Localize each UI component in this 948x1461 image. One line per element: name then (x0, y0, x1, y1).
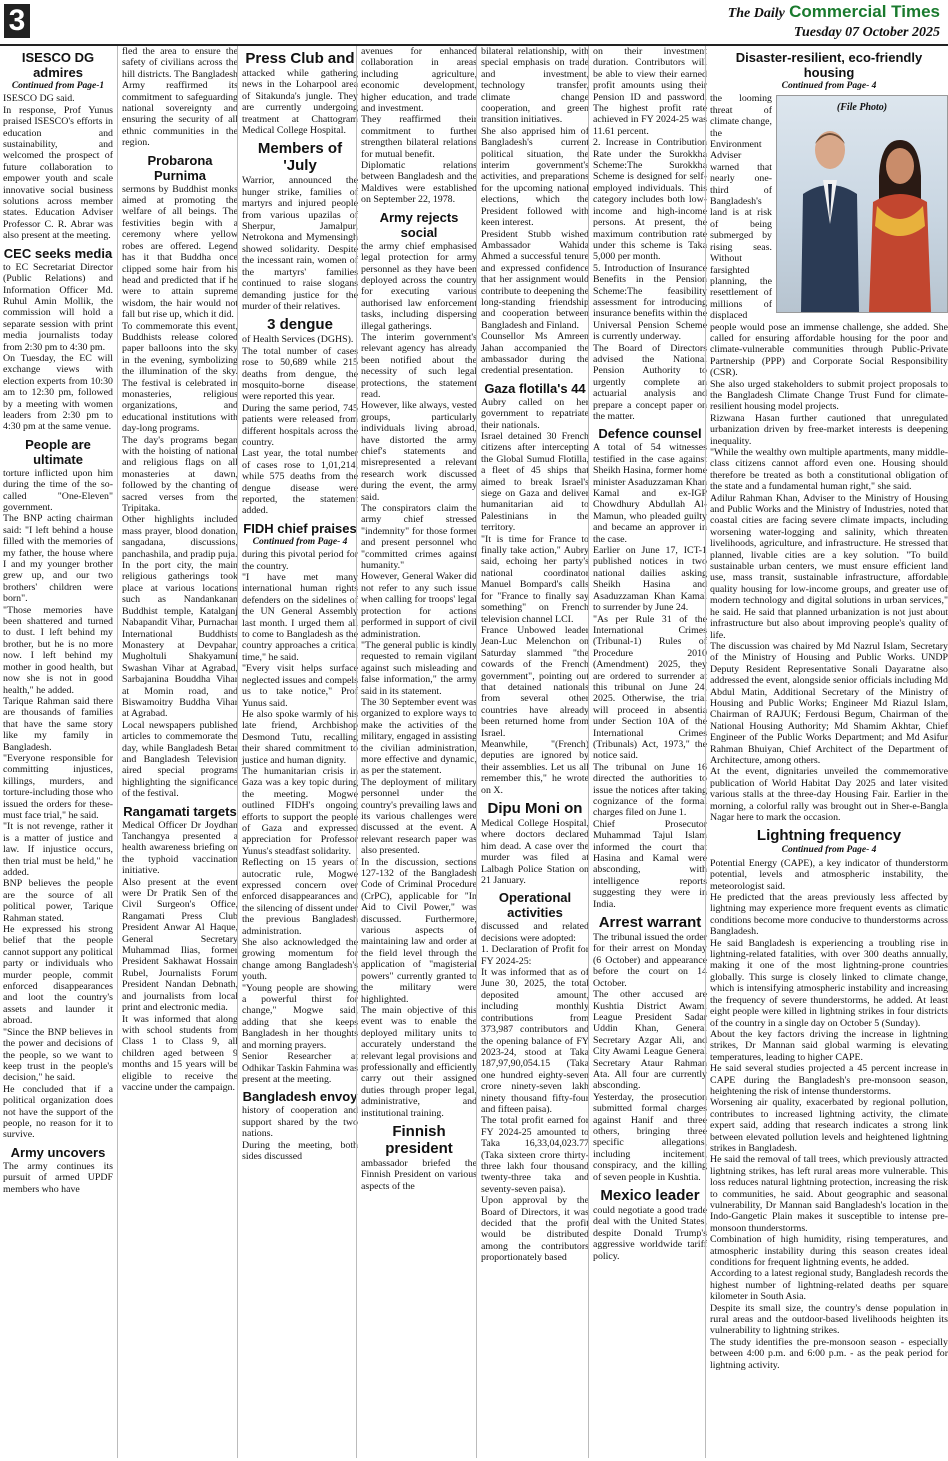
photo-caption: (File Photo) (836, 102, 888, 114)
continued-note: Continued from Page-1 (11, 81, 105, 91)
paragraph: Meanwhile, "(French) deputies are ignored by their assemblies. Let us all remember this," he wrote on X. (481, 738, 589, 796)
paragraph: The conspirators claim the army chief stressed "indemnity" for those former and present personnel who "committed crimes against humanity." (361, 503, 477, 572)
paragraph: fled the area to ensure the safety of civilians across the hill districts. The Bangladesh Army reaffirmed its commitment to safeguarding national sovereignty and ensuring the security of all ethnic communities in the region. (122, 46, 238, 149)
paragraph: Medical College Hospital, where doctors declared him dead. A case over the murder was filed at Lalbagh Police Station on 21 January. (481, 818, 589, 887)
paragraph: They reaffirmed their commitment to further strengthen bilateral relations for mutual benefit. (361, 114, 477, 160)
column-5 (476, 46, 589, 1458)
paragraph: Rizwana Hasan further cautioned that unregulated urbanization driven by free-market interests is deepening inequality. (710, 412, 948, 447)
paragraph: In the discussion, sections 127-132 of the Bangladesh Code of Criminal Procedure (CrPC), applicable for "In Aid to Civil Power," was discussed. Furthermore, various aspects of maintaining law and order at the field level through the application of "magisterial powers" currently granted to the military were highlighted. (361, 856, 477, 1005)
paragraph: during this pivotal period for the country. (242, 549, 358, 572)
paragraph: "Those memories have been shattered and turned to dust. I left behind my brother, but he is no more now. I left behind my mother in good health, but now she is not in good health," he added. (3, 604, 113, 696)
paragraph: discussed and related decisions were adopted: (481, 921, 589, 944)
paragraph: 5. Introduction of Insurance Benefits in the Pension Scheme:The feasibility assessment for introducing insurance benefits within the Universal Pension Scheme is currently underway. (593, 262, 707, 343)
paragraph: of Health Services (DGHS). (242, 334, 354, 346)
paragraph: Warrior, announced the hunger strike, families of martyrs and injured people from various upazilas of Sherpur, Jamalpur, Netrokona and Mymensingh showed solidarity. Despite the incessant rain, women of the martyrs' families continued to raise slogans demanding justice for the murder of their relatives. (242, 175, 358, 312)
man-figure-icon (799, 124, 861, 312)
paragraph: bilateral relationship, with special emphasis on trade and investment, technology transfer, climate change cooperation, and green transition initiatives. (481, 46, 589, 126)
paragraph: The main objective of this event was to enable the deployed military units to accurately understand the relevant legal provisions and professionally and efficiently carry out their assigned duties through proper legal, administrative, and institutional training. (361, 1004, 477, 1119)
paragraph: avenues for enhanced collaboration in areas including agriculture, economic development, higher education, and trade and investment. (361, 46, 477, 115)
issue-date: Tuesday 07 October 2025 (793, 25, 940, 40)
paragraph: history of cooperation and support shared by the two nations. (242, 1105, 358, 1140)
paragraph: The army continues its pursuit of armed UPDF members who have (3, 1160, 113, 1195)
paragraph: The BNP acting chairman said: "I left behind a house filled with the memories of my father, the house where I and my younger brother grew up, and our two brothers' children were born". (3, 513, 113, 605)
page-columns (0, 46, 948, 1458)
paragraph: sermons by Buddhist monks aimed at promoting the welfare of all beings. The festivities begin with a ceremony where yellow robes are offered. Legend has it that Buddha once clipped some hair from his head and predicted that if he were to attain supreme wisdom, the hair would not fall but rise up, which it did. (122, 183, 238, 321)
headline: Lightning frequency (756, 827, 902, 845)
headline: Army rejects social (379, 209, 459, 240)
paragraph: Chief Prosecutor Muhammad Tajul Islam informed the court that Hasina and Kamal were absconding, with intelligence reports suggesting they were in India. (593, 818, 707, 910)
paragraph: ISESCO DG said. (3, 93, 75, 105)
paragraph: Counsellor Ms Amreen Jahan accompanied the ambassador during the credential presentation. (481, 331, 589, 377)
paragraph: Tarique Rahman said there are thousands of families that have the same story like my family in Bangladesh. (3, 695, 113, 753)
paragraph: Yesterday, the prosecution submitted formal charges against Hanif and three others, bringing three specific allegations, including incitement, conspiracy, and the killing of seven people in Kushtia. (593, 1091, 707, 1183)
column-6 (588, 46, 707, 1458)
page-number: 3 (4, 4, 30, 38)
column-2 (117, 46, 238, 1458)
paragraph: "While the wealthy own multiple apartments, many middle-class citizens cannot afford even one. Housing should therefore be treated as both a constitutional obligation of the state and a fundamental human right," she said. (710, 447, 948, 493)
paragraph: the looming threat of climate change, the Environment Adviser warned that nearly one-third of Bangladesh's land is at risk of being submerged by rising seas. Without farsighted planning, the resettlement of millions of displaced people would pose an immense challenge, she added. She called for ensuring affordable housing for the poor and climate-vulnerable communities through Public-Private Partnership (PPP) and Corporate Social Responsibility (CSR). (710, 93, 948, 379)
paragraph: The other accused are Kushtia District Awami League President Sadar Uddin Khan, General Secretary Azgar Ali, and City Awami League General Secretary Ataur Rahman Ata. All four are currently absconding. (593, 989, 707, 1092)
paragraph: Worsening air quality, exacerbated by regional pollution, contributes to increased lightning activity, the climate expert said, adding that research indicates a strong link between elevated pollution levels and heightened lightning strikes in Bangladesh. (710, 1097, 948, 1154)
paragraph: Other highlights included mass prayer, blood donation, sangadana, discussions, panchashila, and pradip puja. (122, 514, 238, 560)
paragraph: Reflecting on 15 years of autocratic rule, Mogwe expressed concern over enforced disappearances and the silencing of dissent under the previous Bangladesh administration. (242, 857, 358, 937)
paragraph: Medical Officer Dr Joydhan Tanchangya presented a health awareness briefing on the typhoid vaccination initiative. (122, 819, 238, 877)
paragraph: "I have met many international human rights defenders on the sidelines of the UN General Assembly last month. I urged them all to come to Bangladesh as the country approaches a critical time," he said. (242, 572, 358, 663)
headline: Rangamati targets (123, 803, 237, 819)
paragraph: The discussion was chaired by Md Nazrul Islam, Secretary of the Ministry of Housing and Public Works. UNDP Deputy Resident Representative Sonali Dayaratne also addressed the event, alongside senior officials including Md Abdul Matin, Additional Secretary of the Ministry of Housing and Public Works; Engineer Md Riazul Islam, Chairman of RAJUK; Ferdousi Begum, Chairman of the National Housing Authority; Md Shamim Akhtar, Chief Engineer of the Public Works Department; and Md Asifur Rahman Bhuiyan, Chief Architect of the Department of Architecture, among others. (710, 640, 948, 766)
headline: Mexico leader (600, 1187, 700, 1204)
paragraph: to EC Secretariat Director (Public Relations) and Information Officer Md. Ruhul Amin Mollik, the commission will hold a separate session with print media journalists today from 2:30 pm to 4:30 pm. (3, 261, 113, 353)
headline: Dipu Moni on (487, 800, 583, 817)
paragraph: on their investment duration. Contributors will be able to view their earned profit amounts using their Pension ID and password. The highest profit rate achieved in FY 2024-25 was 11.61 percent. (593, 46, 707, 137)
paragraph: On Tuesday, the EC will exchange views with election experts from 10:30 am to 12:30 pm, followed by a meeting with women leaders from 2:30 pm to 4:30 pm at the same venue. (3, 352, 113, 433)
paragraph: She also acknowledged the growing momentum for change among Bangladesh's youth. (242, 937, 358, 983)
paragraph: To commemorate this event, Buddhists release colored paper balloons into the sky in the evening, symbolizing the illumination of the sky. The festival is celebrated in monasteries, religious organizations, and educational institutions with day-long programs. (122, 320, 238, 435)
paragraph: the army chief emphasised legal protection for army personnel as they have been deployed across the country for executing various authorised law enforcement tasks, including dispersing illegal gatherings. (361, 240, 477, 332)
headline: 3 dengue (267, 316, 333, 334)
paragraph: He predicted that the areas previously less affected by lightning may experience more frequent events as climatic conditions become more conducive to thunderstorms across Bangladesh. (710, 892, 948, 938)
paragraph: About the key factors driving the increase in lightning strikes, Dr Mannan said global warming is elevating temperatures, leading to higher CAPE. (710, 1028, 948, 1063)
paragraph: Israel detained 30 French citizens after intercepting the Global Sumud Flotilla, a fleet of 45 ships that aimed to break Israel's siege on Gaza and deliver humanitarian aid to Palestinians in the territory. (481, 431, 589, 534)
paragraph: In response, Prof Yunus praised ISESCO's efforts in education and sustainability, and welcomed the prospect of future collaboration to empower youth and scale innovative social business solutions across member states. Education Adviser Professor C. R. Abrar was also present at the meeting. (3, 104, 113, 242)
headline: CEC seeks media (3, 245, 113, 261)
column-3 (237, 46, 358, 1458)
paragraph: Upon approval by the Board of Directors, it was decided that the profit would be distributed among the contributors proportionately based (481, 1195, 589, 1264)
paragraph: "The general public is kindly requested to remain vigilant against such misleading and false information," the army said in its statement. (361, 639, 477, 697)
headline: Probarona Purnima (147, 152, 213, 183)
headline: Finnish president (385, 1122, 453, 1157)
paragraph: "It is time for France to finally take action," Aubry said, echoing her party's national coordinator Manuel Bompard's calls for "France to finally say something" on French television channel LCI. (481, 533, 589, 625)
paragraph: It was informed that as of June 30, 2025, the total deposited amount, including monthly contributions from 373,987 contributors and the opening balance of FY 2023-24, stood at Taka 187,97,90,054.15 (Taka one hundred eighty-seven crore ninety-seven lakh ninety thousand fifty-four and fifteen paisa). (481, 967, 589, 1115)
paper-title-name: Commercial Times (789, 2, 940, 21)
paragraph: In the port city, the main religious gatherings took place at various locations such as Nandankanan Buddhist temple, Katalganj Nabapandit Vihar, Purnachar International Buddhists Monastery at Devpahar, Mugholtuli Shakyamuni Swashan Vihar at Agrabad, Sarbajanina Bouddha Vihar at Momin road, and Biswamoitry Buddha Vihar at Agrabad. (122, 560, 238, 720)
paragraph: During the meeting, both sides discussed (242, 1139, 358, 1162)
paragraph: Last year, the total number of cases rose to 1,01,214, while 575 deaths from the dengue disease were reported, the statement added. (242, 448, 358, 517)
paragraph: torture inflicted upon him during the time of the so-called "One-Eleven" government. (3, 467, 113, 513)
paragraph: The total profit earned for FY 2024-25 amounted to Taka 16,33,04,023.77 (Taka sixteen crore thirty-three lakh four thousand twenty-three taka and seventy-seven paisa). (481, 1115, 589, 1195)
paragraph: Combination of high humidity, rising temperatures, and atmospheric instability during this season creates ideal conditions for frequent lightning events, he added. (710, 1234, 948, 1269)
news-photo (776, 95, 948, 313)
paragraph: Diplomatic relations between Bangladesh and the Maldives were established on September 22, 1978. (361, 160, 477, 206)
headline: Members of 'July (257, 140, 343, 175)
paragraph: During the same period, 745 patients were released from different hospitals across the country. (242, 402, 358, 448)
paragraph: Earlier on June 17, ICT-1 published notices in two national dailies asking Sheikh Hasina and Asaduzzaman Khan Kamal to surrender by June 24. (593, 545, 707, 614)
continued-note: Continued from Page- 4 (252, 536, 348, 547)
column-4 (356, 46, 477, 1458)
paragraph: "Since the BNP believes in the power and decisions of the people, so we want to keep trust in the people's decision," he said. (3, 1026, 113, 1084)
paragraph: She also urged stakeholders to submit project proposals to the Bangladesh Climate Change Trust Fund for climate-resilient housing model projects. (710, 378, 948, 413)
paragraph: President Stubb wished Ambassador Wahida Ahmed a successful tenure and expressed confidence that her assignment would contribute to deepening the long-standing friendship and cooperation between Bangladesh and Finland. (481, 228, 589, 331)
headline: Operational activities (498, 890, 572, 921)
paragraph: could negotiate a good trade deal with the United States, despite Donald Trump's aggressive worldwide tariff policy. (593, 1205, 707, 1262)
paragraph: "Every visit helps surface neglected issues and compels us to take notice," Prof Yunus said. (242, 663, 358, 709)
continued-note: Continued from Page- 4 (781, 81, 877, 91)
paragraph: Despite its small size, the country's dense population in rural areas and the outdoor-based livelihoods heighten its vulnerability to lightning strikes. (710, 1302, 948, 1337)
paragraph: However, General Waker did not refer to any such issue when calling for troops' legal protection for actions performed in support of civil administration. (361, 571, 477, 640)
paragraph: The 30 September event was organized to explore ways to make the activities of the military, engaged in assisting the civilian administration, more effective and dynamic, as per the statement. (361, 696, 477, 777)
paragraph: ambassador briefed the Finnish President on various aspects of the (361, 1157, 477, 1192)
column-7 (705, 46, 948, 1458)
paragraph: 2. Increase in Contribution Rate under the Surokkha Scheme:The Surokkha Scheme is designed for self-employed individuals. This category includes both low-income and high-income persons. At present, the maximum contribution rate under this scheme is Taka 5,000 per month. (593, 137, 707, 263)
paragraph: The day's programs began with the hoisting of national and religious flags on all monasteries at dawn, followed by the chanting of sacred verses from the Tripitaka. (122, 434, 238, 515)
column-1 (3, 46, 113, 1458)
headline: Bangladesh envoy (242, 1089, 358, 1105)
paragraph: He also spoke warmly of his late friend, Archbishop Desmond Tutu, recalling their shared commitment to justice and human dignity. (242, 708, 358, 766)
paragraph: "As per Rule 31 of the International Crimes (Tribunal-1) Rules of Procedure 2010 (Amendment) 2025, they are ordered to surrender at this tribunal on June 24, 2025. Otherwise, the trial will proceed in absentia under Section 10A of the International Crimes (Tribunals) Act, 1973," the notice said. (593, 613, 707, 762)
headline: Press Club and (245, 50, 355, 67)
paper-title-daily: The Daily (727, 6, 785, 21)
paragraph: He concluded that if a political organization does not have the support of the people, no reason for it to survive. (3, 1083, 113, 1141)
continued-note: Continued from Page- 4 (781, 845, 877, 856)
paragraph: The study identifies the pre-monsoon season - especially between 4:00 p.m. and 6:00 p.m. - as the peak period for lightning activity. (710, 1336, 948, 1371)
paragraph: 1. Declaration of Profit for FY 2024-25: (481, 944, 589, 967)
paragraph: The Board of Directors advised the National Pension Authority to urgently complete an actuarial analysis and prepare a concept paper on the matter. (593, 342, 707, 422)
paragraph: "It is not revenge, rather it is a matter of justice and law. If injustice occurs, then trial must be held," he added. (3, 821, 113, 878)
headline: Arrest warrant (598, 914, 702, 932)
paragraph: Aubry called on her government to repatriate their nationals. (481, 396, 589, 431)
paragraph: The humanitarian crisis in Gaza was a key topic during the meeting. Mogwe outlined FIDH's ongoing efforts to support the people of Gaza and expressed appreciation for Professor Yunus's steadfast solidarity. (242, 765, 358, 857)
paragraph: Senior Researcher at Odhikar Taskin Fahmina was present at the meeting. (242, 1051, 358, 1085)
headline: Gaza flotilla's 44 (484, 380, 586, 396)
paragraph: The tribunal issued the order for their arrest on Monday (6 October) and appearance before the court on 14 October. (593, 932, 707, 989)
headline: Disaster-resilient, eco-friendly housing (735, 50, 923, 80)
paragraph: He said the removal of tall trees, which previously attracted lightning strikes, has left rural areas more vulnerable. This loss reduces natural lightning protection, increasing the risk to communities, he said. About geographic and seasonal vulnerability, Dr Mannan said Bangladesh's location in the Indo-Gangetic Plain makes it susceptible to intense pre-monsoon thunderstorms. (710, 1154, 948, 1234)
brand (728, 2, 940, 42)
paragraph: France Unbowed leader Jean-Luc Melenchon on Saturday slammed "the cowards of the French government", pointing out that detained nationals from several other countries have already been returned home from Israel. (481, 624, 589, 739)
paragraph: According to a latest regional study, Bangladesh records the highest number of lightning-related deaths per square kilometer in South Asia. (710, 1268, 948, 1303)
paragraph: Potential Energy (CAPE), a key indicator of thunderstorm potential, levels and atmospheric instability, the meteorologist said. (710, 857, 948, 892)
paragraph: At the event, dignitaries unveiled the commemorative publication of World Habitat Day 2025 and later visited various stalls at the three-day Housing Fair. Earlier in the morning, a colorful rally was brought out in Sher-e-Bangla Nagar here to mark the occasion. (710, 766, 948, 823)
paragraph: The deployment of military personnel under the country's prevailing laws and its various challenges were discussed at the event. A relevant research paper was also presented. (361, 776, 477, 857)
paragraph: A total of 54 witnesses testified in the case against Sheikh Hasina, former home minister Asaduzzaman Khan Kamal and ex-IGP Chowdhury Abdullah Al-Mamun, who pleaded guilty and became an approver in the case. (593, 442, 707, 545)
paragraph: Adilur Rahman Khan, Adviser to the Ministry of Housing and Public Works and the Ministry of Industries, noted that coastal cities are facing severe climate impacts, including worsening water-logging and salinity, which threaten livelihoods, agriculture, and infrastructure. He stressed that planned, livable cities are a key solution. "To build sustainable urban centers, we must ensure efficient land use, mass transit, sustainable infrastructure, affordable quality housing for low-income groups, and greater use of modern technology and digital solutions in urban services," he said. He said that planned urbanization is not just about infrastructure but also about improving people's quality of life. (710, 492, 948, 641)
masthead (0, 0, 948, 46)
paragraph: He said Bangladesh is experiencing a troubling rise in lightning-related fatalities, with over 300 deaths annually, making it one of the most lightning-prone countries globally. This surge is closely linked to climate change, which is intensifying atmospheric instability and increasing the frequency of severe thunderstorms, he added. At least eight people were killed in lightning strikes in four districts of the country in a single day on October 5 (Sunday). (710, 937, 948, 1029)
paragraph: "Young people are showing a powerful thirst for change," Mogwe said, adding that she keeps Bangladesh in her thoughts and morning prayers. (242, 982, 358, 1051)
paragraph: The total number of cases rose to 50,689 while 215 deaths from dengue, the mosquito-borne disease, were reported this year. (242, 345, 358, 403)
paragraph: Local newspapers published articles to commemorate the day, while Bangladesh Betar and Bangladesh Television aired special programs highlighting the significance of the festival. (122, 719, 238, 800)
paragraph: She also apprised him of Bangladesh's current political situation, the interim government's activities, and preparations for the upcoming national elections, which the President followed with keen interest. (481, 125, 589, 229)
paragraph: BNP believes the people are the source of all political power, Tarique Rahman stated. (3, 878, 113, 924)
paper-title (728, 2, 940, 24)
headline: FIDH chief praises (243, 520, 357, 536)
headline: People are ultimate (25, 436, 91, 467)
paragraph: It was informed that along with school students from Class 1 to Class 9, all children aged between 9 months and 15 years will be eligible to receive the vaccine under the campaign. (122, 1013, 238, 1093)
paragraph: The interim government's relevant agency has already been notified about the necessity of such legal protections, the statement read. (361, 331, 477, 400)
headline: ISESCO DG admires (21, 50, 95, 80)
paragraph: Also present at the event were Dr Pratik Sen of the Civil Surgeon's Office, Rangamati Press Club President Anwar Al Haque, General Secretary Muhammad Ilias, former President Sakhawat Hossain Rubel, Journalists Forum President Nandan Debnath, and journalists from local print and electronic media. (122, 876, 238, 1014)
paragraph: He expressed his strong belief that the people cannot support any political party or individuals who murder people, commit enforced disappearances and loot the country's assets and launder it abroad. (3, 924, 113, 1027)
paragraph: "Everyone responsible for committing injustices, killings, murders, and torture-including those who issued the orders for these-must face trial," he said. (3, 752, 113, 821)
paragraph: attacked while gathering news in the Loharpool area of Sitakunda's jungle. They are currently undergoing treatment at Chattogram Medical College Hospital. (242, 68, 358, 137)
headline: Defence counsel (598, 426, 702, 442)
headline: Army uncovers (10, 1144, 106, 1160)
paragraph: He said several studies projected a 45 percent increase in CAPE during the Bangladesh's pre-monsoon season, heightening the risk of intense thunderstorms. (710, 1063, 948, 1097)
woman-figure-icon (869, 136, 931, 312)
paragraph: However, like always, vested groups, particularly individuals living abroad, have distorted the army chief's statements and misrepresented a relevant research work discussed during the event, the army said. (361, 400, 477, 503)
paragraph: The tribunal on June 16 directed the authorities to issue the notices after taking cognizance of the formal charges filed on June 1. (593, 761, 707, 819)
